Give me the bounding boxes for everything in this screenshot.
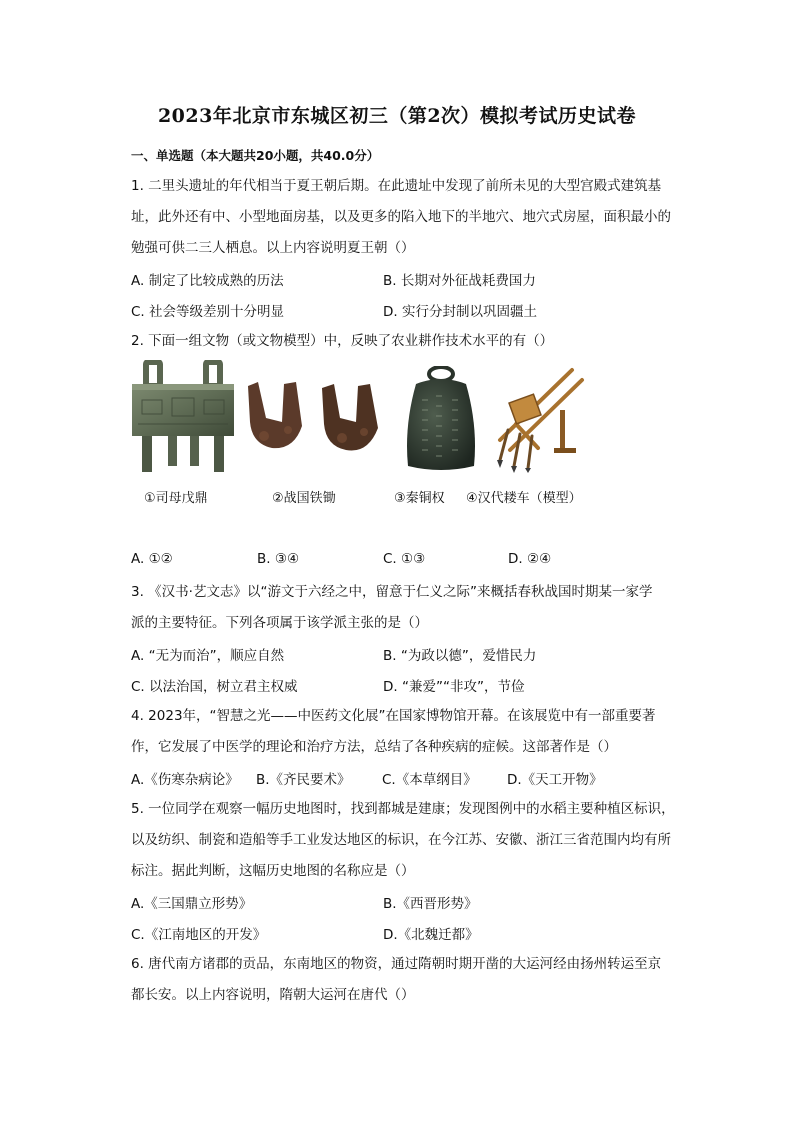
q3-line-2: 派的主要特征。下列各项属于该学派主张的是（） [131, 615, 428, 631]
q4-option-d[interactable]: D.《天工开物》 [507, 772, 603, 788]
q3-line-1: 3. 《汉书·艺文志》以“游文于六经之中，留意于仁义之际”来概括春秋战国时期某一家学 [131, 584, 653, 600]
q5-option-a[interactable]: A.《三国鼎立形势》 [131, 896, 253, 912]
q2-option-c[interactable]: C. ①③ [383, 551, 426, 567]
q1-line-2: 址，此外还有中、小型地面房基，以及更多的陷入地下的半地穴、地穴式房屋，面积最小的 [131, 209, 671, 225]
q6-line-1: 6. 唐代南方诸郡的贡品，东南地区的物资，通过隋朝时期开凿的大运河经由扬州转运至京 [131, 956, 662, 972]
q2-option-a[interactable]: A. ①② [131, 551, 173, 567]
q1-option-a[interactable]: A. 制定了比较成熟的历法 [131, 273, 284, 289]
caption-seed-drill: ④汉代耧车（模型） [466, 491, 582, 506]
section-heading: 一、单选题（本大题共20小题，共40.0分） [131, 148, 380, 163]
q4-option-a[interactable]: A.《伤寒杂病论》 [131, 772, 239, 788]
q5-line-2: 以及纺织、制瓷和造船等手工业发达地区的标识，在今江苏、安徽、浙江三省范围内均有所 [131, 832, 671, 848]
q1-option-b[interactable]: B. 长期对外征战耗费国力 [383, 273, 536, 289]
q4-line-1: 4. 2023年，“智慧之光——中医药文化展”在国家博物馆开幕。在该展览中有一部重要著 [131, 708, 656, 724]
caption-ding: ①司母戊鼎 [144, 491, 208, 506]
q1-option-d[interactable]: D. 实行分封制以巩固疆土 [383, 304, 537, 320]
q1-option-c[interactable]: C. 社会等级差别十分明显 [131, 304, 285, 320]
ding-image [128, 360, 238, 475]
q5-option-b[interactable]: B.《西晋形势》 [383, 896, 478, 912]
q6-line-2: 都长安。以上内容说明，隋朝大运河在唐代（） [131, 987, 415, 1003]
q5-option-d[interactable]: D.《北魏迁都》 [383, 927, 479, 943]
iron-hoe-image [244, 378, 396, 458]
q3-option-a[interactable]: A. “无为而治”，顺应自然 [131, 648, 285, 664]
q2-option-b[interactable]: B. ③④ [257, 551, 300, 567]
q5-line-3: 标注。据此判断，这幅历史地图的名称应是（） [131, 863, 415, 879]
q1-line-3: 勉强可供二三人栖息。以上内容说明夏王朝（） [131, 240, 415, 256]
q5-option-c[interactable]: C.《江南地区的开发》 [131, 927, 267, 943]
q3-option-b[interactable]: B. “为政以德”，爱惜民力 [383, 648, 537, 664]
caption-iron-hoe: ②战国铁锄 [272, 491, 336, 506]
q5-line-1: 5. 一位同学在观察一幅历史地图时，找到都城是建康；发现图例中的水稻主要种植区标识， [131, 801, 675, 817]
q3-option-d[interactable]: D. “兼爱”“非攻”，节俭 [383, 679, 525, 695]
caption-bronze-weight: ③秦铜权 [394, 491, 445, 506]
q4-option-b[interactable]: B.《齐民要术》 [256, 772, 351, 788]
q4-option-c[interactable]: C.《本草纲目》 [382, 772, 477, 788]
exam-title: 2023年北京市东城区初三（第2次）模拟考试历史试卷 [157, 105, 637, 127]
q2-option-d[interactable]: D. ②④ [508, 551, 552, 567]
q4-line-2: 作，它发展了中医学的理论和治疗方法，总结了各种疾病的症候。这部著作是（） [131, 739, 617, 755]
seed-drill-image [494, 364, 586, 474]
bronze-weight-image [404, 366, 478, 472]
q1-line-1: 1. 二里头遗址的年代相当于夏王朝后期。在此遗址中发现了前所未见的大型宫殿式建筑基 [131, 178, 662, 194]
q2-line-1: 2. 下面一组文物（或文物模型）中，反映了农业耕作技术水平的有（） [131, 333, 554, 349]
q3-option-c[interactable]: C. 以法治国，树立君主权威 [131, 679, 298, 695]
